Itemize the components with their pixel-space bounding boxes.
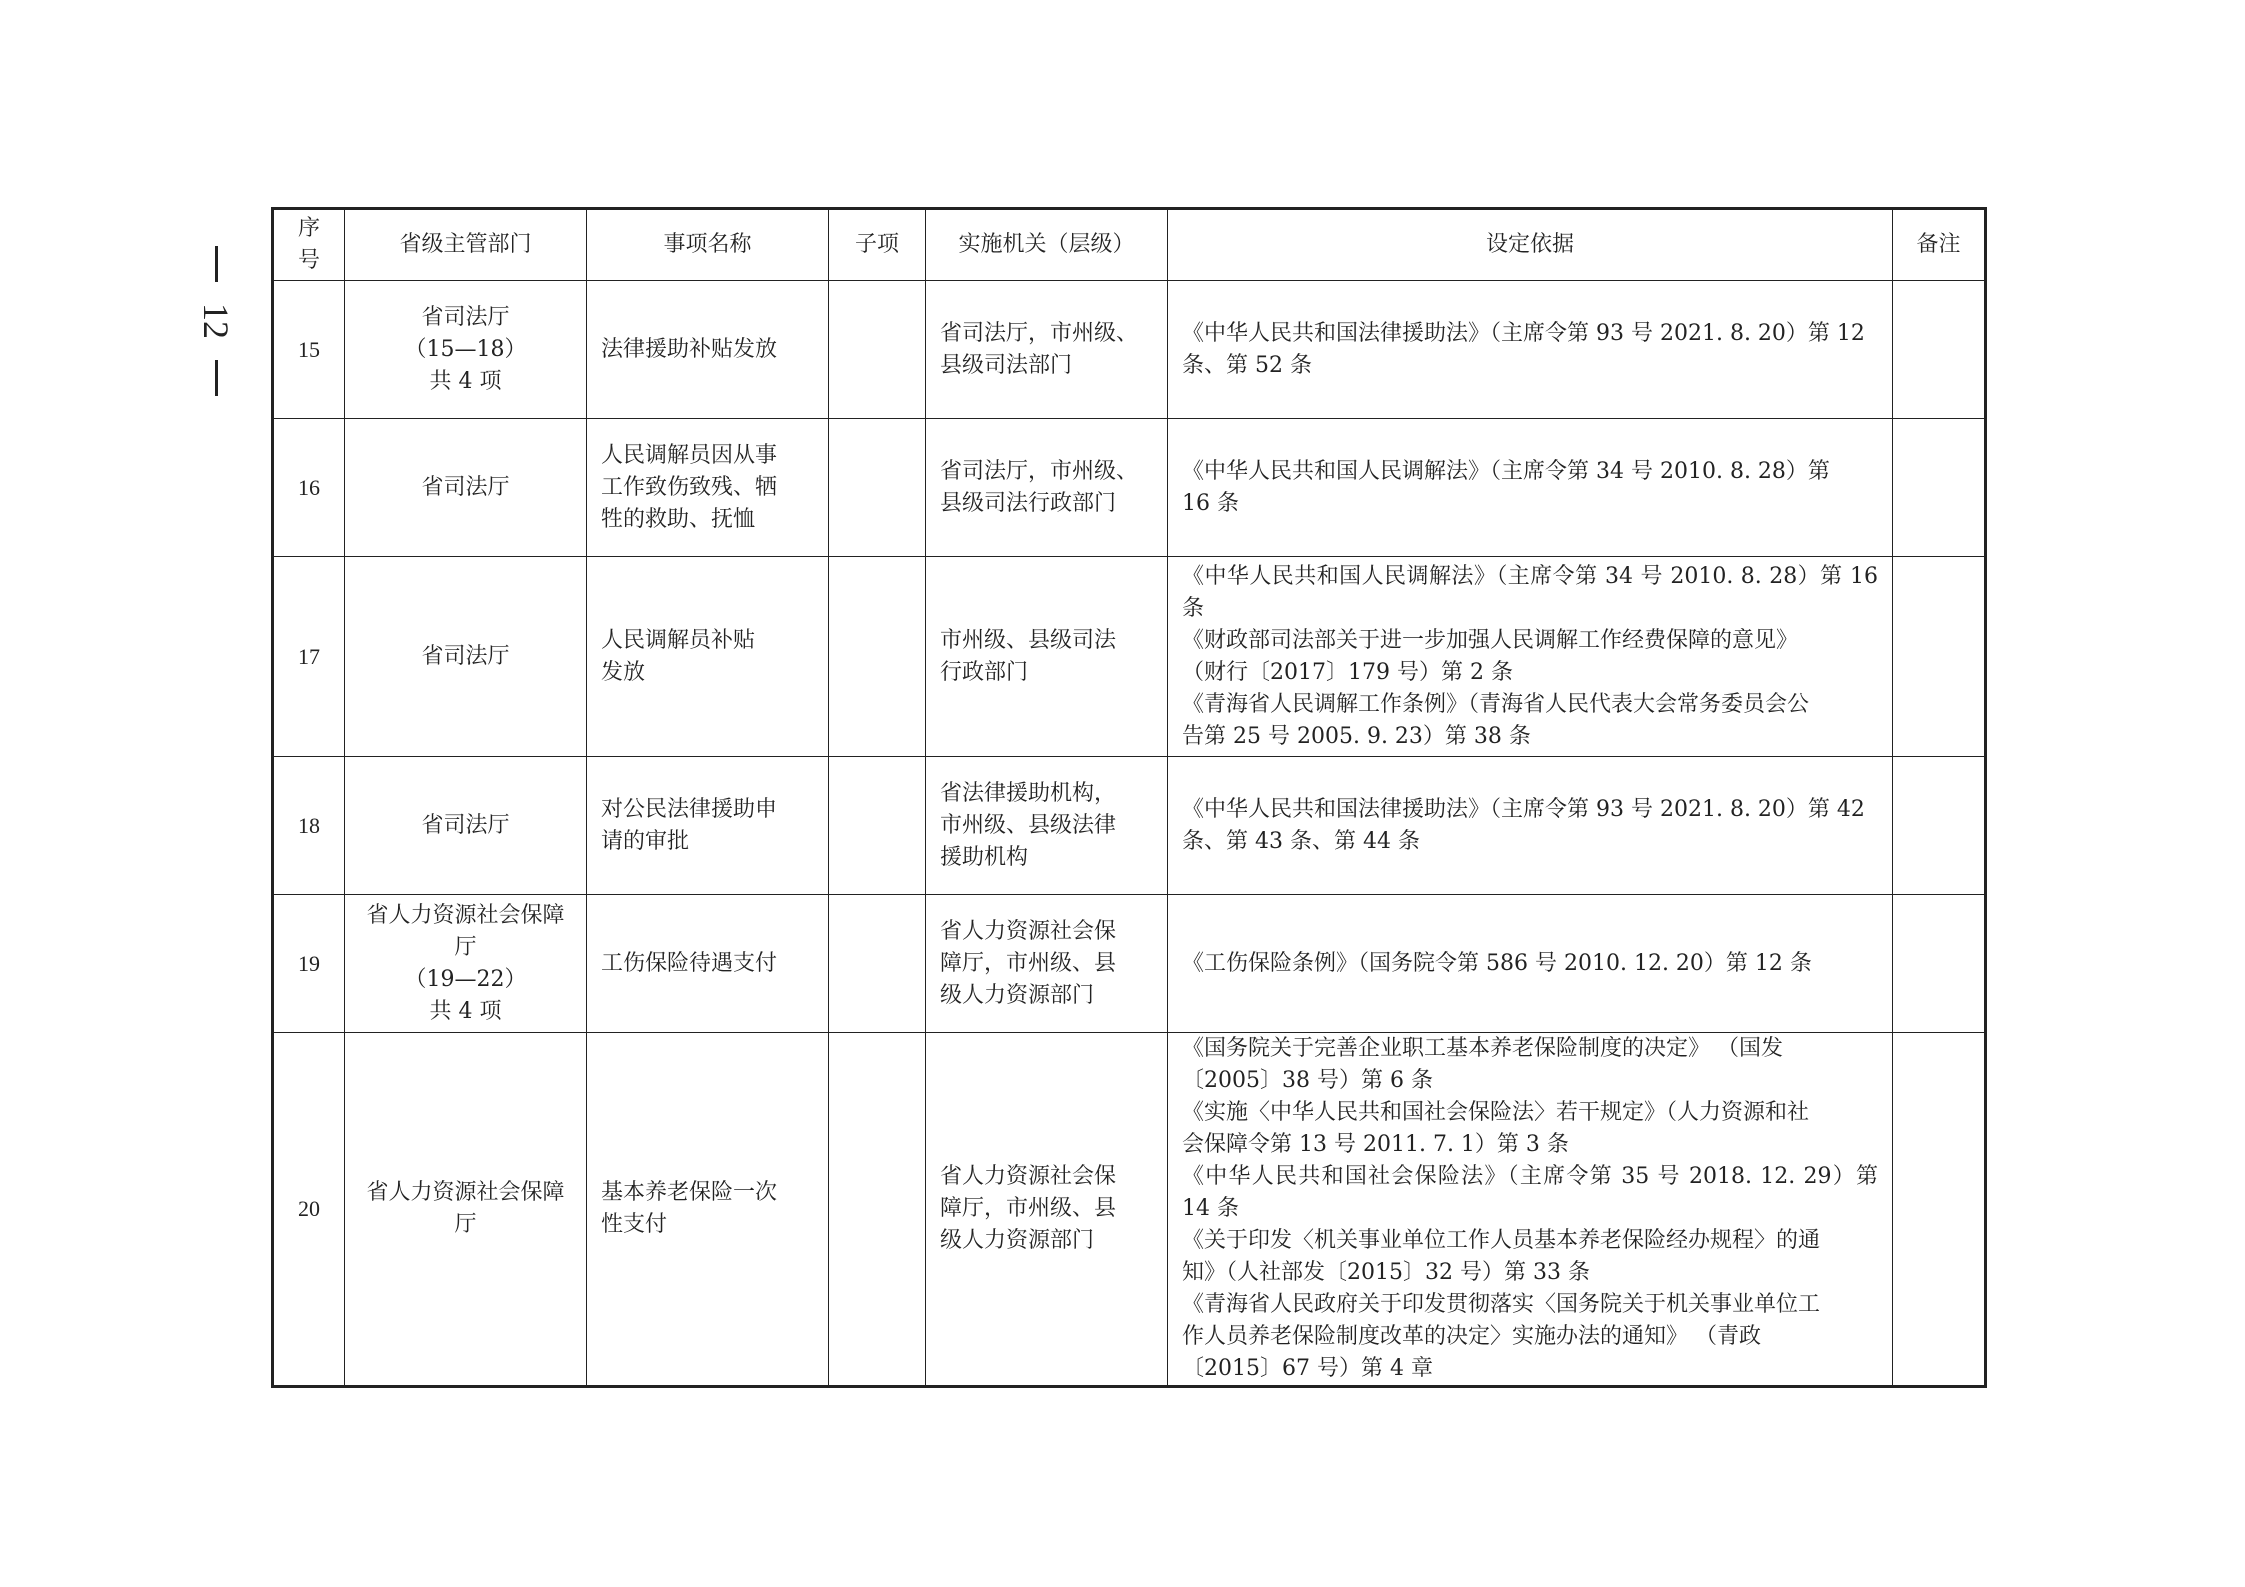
cell-dept	[345, 895, 587, 1033]
cell-org-line: 省人力资源社会保	[940, 1164, 1117, 1189]
cell-basis-line: 《青海省人民政府关于印发贯彻落实〈国务院关于机关事业单位工	[1182, 1292, 1821, 1317]
cell-dept-line: 省人力资源社会保障厅	[366, 1180, 565, 1237]
cell-org-line: 市州级、县级司法	[940, 627, 1117, 653]
cell-item-name-line: 人民调解员因从事	[601, 442, 778, 468]
cell-item-name	[587, 419, 829, 557]
cell-basis-line: 条、第 52 条	[1182, 352, 1312, 378]
cell-item-name-line: 性支付	[601, 1212, 668, 1237]
cell-basis-line: （财行〔2017〕179 号）第 2 条	[1182, 659, 1513, 685]
cell-org-line: 障厅，市州级、县	[940, 1196, 1117, 1221]
cell-note	[1893, 557, 1986, 757]
cell-item-name-line: 基本养老保险一次	[601, 1180, 778, 1205]
cell-dept-line: 省人力资源社会保障厅	[366, 902, 565, 960]
cell-dept-line: 共 4 项	[429, 368, 502, 394]
cell-basis-line: 《国务院关于完善企业职工基本养老保险制度的决定》 （国发	[1182, 1036, 1783, 1061]
cell-org	[926, 895, 1168, 1033]
cell-org-line: 障厅，市州级、县	[940, 950, 1117, 976]
cell-basis-line: 〔2005〕38 号）第 6 条	[1182, 1068, 1433, 1093]
cell-item-name-line: 请的审批	[601, 828, 690, 854]
cell-org	[926, 1033, 1168, 1387]
cell-basis-line: 条、第 43 条、第 44 条	[1182, 828, 1420, 854]
cell-item-name-line: 对公民法律援助申	[601, 796, 778, 822]
cell-note	[1893, 895, 1986, 1033]
cell-basis-line: 《中华人民共和国人民调解法》（主席令第 34 号 2010. 8. 28）第	[1182, 458, 1830, 484]
cell-org-line: 县级司法行政部门	[940, 490, 1117, 516]
cell-basis	[1168, 1033, 1893, 1387]
cell-org	[926, 757, 1168, 895]
cell-dept-line: 省司法厅	[421, 304, 510, 330]
cell-org-line: 行政部门	[940, 659, 1029, 685]
table-row	[273, 281, 1986, 419]
cell-basis	[1168, 281, 1893, 419]
cell-no: 15	[273, 281, 345, 419]
cell-org-line: 市州级、县级法律	[940, 812, 1117, 838]
header-no: 序号	[273, 209, 345, 281]
cell-basis	[1168, 895, 1893, 1033]
cell-item-name	[587, 281, 829, 419]
cell-note	[1893, 757, 1986, 895]
cell-org-line: 省人力资源社会保	[940, 918, 1117, 944]
cell-basis-line: 《关于印发〈机关事业单位工作人员基本养老保险经办规程〉的通	[1182, 1228, 1821, 1253]
cell-item-name	[587, 1033, 829, 1387]
table-row	[273, 1033, 1986, 1387]
table-header-row	[273, 209, 1986, 281]
cell-no: 16	[273, 419, 345, 557]
cell-note	[1893, 419, 1986, 557]
table-row	[273, 757, 1986, 895]
cell-item-name-line: 工伤保险待遇支付	[601, 950, 778, 976]
cell-basis	[1168, 557, 1893, 757]
cell-dept-line: 省司法厅	[421, 474, 510, 500]
cell-org-line: 级人力资源部门	[940, 1228, 1095, 1253]
cell-org	[926, 557, 1168, 757]
cell-note	[1893, 1033, 1986, 1387]
cell-item-name-line: 法律援助补贴发放	[601, 336, 778, 362]
cell-no: 18	[273, 757, 345, 895]
cell-org-line: 省司法厅，市州级、	[940, 458, 1139, 484]
cell-subitem	[829, 895, 926, 1033]
cell-subitem	[829, 419, 926, 557]
page-number	[196, 246, 236, 396]
cell-basis-line: 《中华人民共和国社会保险法》（主席令第 35 号 2018. 12. 29）第 14 条	[1182, 1164, 1878, 1221]
cell-org-line: 省法律援助机构，	[940, 780, 1117, 806]
table-row	[273, 557, 1986, 757]
cell-item-name-line: 发放	[601, 659, 646, 685]
cell-dept-line: （15—18）	[404, 336, 527, 362]
cell-item-name	[587, 895, 829, 1033]
cell-subitem	[829, 757, 926, 895]
cell-subitem	[829, 1033, 926, 1387]
cell-basis-line: 《财政部司法部关于进一步加强人民调解工作经费保障的意见》	[1182, 627, 1799, 653]
cell-dept	[345, 281, 587, 419]
cell-basis-line: 《中华人民共和国法律援助法》（主席令第 93 号 2021. 8. 20）第 12	[1182, 320, 1865, 346]
items-table	[271, 207, 1987, 1388]
cell-basis-line: 《工伤保险条例》（国务院令第 586 号 2010. 12. 20）第 12 条	[1182, 950, 1812, 976]
cell-basis-line: 《中华人民共和国法律援助法》（主席令第 93 号 2021. 8. 20）第 42	[1182, 796, 1865, 822]
cell-basis	[1168, 757, 1893, 895]
cell-basis-line: 16 条	[1182, 490, 1239, 516]
cell-dept-line: 省司法厅	[421, 643, 510, 669]
cell-basis-line: 《中华人民共和国人民调解法》（主席令第 34 号 2010. 8. 28）第 16 条	[1182, 563, 1878, 621]
cell-org-line: 援助机构	[940, 844, 1029, 870]
cell-subitem	[829, 281, 926, 419]
cell-dept	[345, 557, 587, 757]
cell-item-name	[587, 557, 829, 757]
cell-basis-line: 作人员养老保险制度改革的决定〉实施办法的通知》 （青政	[1182, 1324, 1761, 1349]
cell-basis-line: 会保障令第 13 号 2011. 7. 1）第 3 条	[1182, 1132, 1569, 1157]
cell-dept-line: 共 4 项	[429, 998, 502, 1024]
cell-basis-line: 《青海省人民调解工作条例》（青海省人民代表大会常务委员会公	[1182, 691, 1810, 717]
cell-dept	[345, 419, 587, 557]
cell-org-line: 省司法厅，市州级、	[940, 320, 1139, 346]
cell-subitem	[829, 557, 926, 757]
cell-dept-line: 省司法厅	[421, 812, 510, 838]
cell-org	[926, 281, 1168, 419]
cell-item-name-line: 牲的救助、抚恤	[601, 506, 756, 532]
cell-dept	[345, 1033, 587, 1387]
page-number-text: 12	[196, 303, 236, 339]
cell-item-name	[587, 757, 829, 895]
cell-no: 20	[273, 1033, 345, 1387]
page-number-dash-top	[215, 246, 218, 282]
header-name: 事项名称	[587, 209, 829, 281]
cell-basis-line: 告第 25 号 2005. 9. 23）第 38 条	[1182, 723, 1531, 749]
cell-no: 19	[273, 895, 345, 1033]
page-number-dash-bottom	[215, 360, 218, 396]
cell-org-line: 县级司法部门	[940, 352, 1073, 378]
cell-basis-line: 《实施〈中华人民共和国社会保险法〉若干规定》（人力资源和社	[1182, 1100, 1810, 1125]
cell-dept	[345, 757, 587, 895]
cell-org-line: 级人力资源部门	[940, 982, 1095, 1008]
cell-org	[926, 419, 1168, 557]
cell-dept-line: （19—22）	[404, 966, 527, 992]
cell-basis	[1168, 419, 1893, 557]
cell-basis-line: 知》（人社部发〔2015〕32 号）第 33 条	[1182, 1260, 1590, 1285]
table-row	[273, 895, 1986, 1033]
header-basis: 设定依据	[1168, 209, 1893, 281]
header-org: 实施机关（层级）	[926, 209, 1168, 281]
cell-note	[1893, 281, 1986, 419]
cell-item-name-line: 工作致伤致残、牺	[601, 474, 778, 500]
cell-no: 17	[273, 557, 345, 757]
header-note: 备注	[1893, 209, 1986, 281]
table-row	[273, 419, 1986, 557]
cell-item-name-line: 人民调解员补贴	[601, 627, 756, 653]
header-dept: 省级主管部门	[345, 209, 587, 281]
header-sub: 子项	[829, 209, 926, 281]
cell-basis-line: 〔2015〕67 号）第 4 章	[1182, 1356, 1433, 1381]
